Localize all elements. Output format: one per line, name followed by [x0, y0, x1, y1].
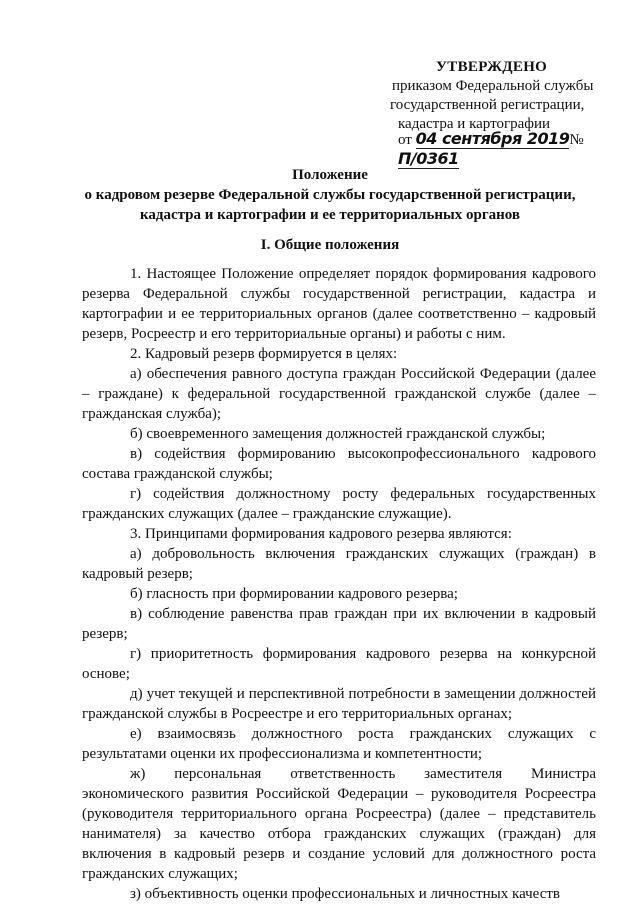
paragraph: ж) персональная ответственность заместителя Министра экономического развития Российской Федерации – руководителя Росреестра (руководителя территориального органа Росреестра) (далее – представитель нанимателя) за качество отбора гражданских служащих (граждан) для включения в кадровый резерв и создание условий для должностного роста гражданских служащих; — [82, 766, 596, 882]
paragraph: д) учет текущей и перспективной потребности в замещении должностей гражданской службы в Росреестре и его территориальных органах; — [82, 686, 596, 722]
handwritten-date: 04 сентября 2019 — [415, 129, 570, 148]
document-title-line-2: о кадровом резерве Федеральной службы государственной регистрации, — [84, 187, 576, 203]
paragraph: е) взаимосвязь должностного роста гражданских служащих с результатами оценки их профессионализма и компетентности; — [82, 726, 596, 762]
paragraph: в) соблюдение равенства прав граждан при их включении в кадровый резерв; — [82, 606, 596, 642]
date-prefix: от — [398, 132, 412, 148]
approval-line-2: государственной регистрации, — [390, 97, 585, 113]
approval-stamp — [386, 58, 626, 134]
approval-title: УТВЕРЖДЕНО — [436, 59, 548, 75]
document-title — [60, 165, 600, 225]
section-title: I. Общие положения — [260, 237, 400, 253]
number-prefix: № — [569, 132, 584, 148]
paragraph: г) содействия должностному росту федеральных государственных гражданских служащих (далее – гражданские служащие). — [82, 486, 596, 522]
paragraph: а) обеспечения равного доступа граждан Российской Федерации (далее – граждане) к федеральной государственной гражданской службе (далее – гражданская служба); — [82, 366, 596, 422]
approval-line-1: приказом Федеральной службы — [392, 78, 594, 94]
approval-date-line — [398, 129, 640, 169]
paragraph: 2. Кадровый резерв формируется в целях: — [130, 346, 398, 362]
document-title-line-3: кадастра и картографии и ее территориальных органов — [139, 207, 521, 223]
approval-line-3: кадастра и картографии — [398, 116, 551, 132]
paragraph: б) своевременного замещения должностей гражданской службы; — [130, 426, 546, 442]
paragraph: 1. Настоящее Положение определяет порядок формирования кадрового резерва Федеральной службы государственной регистрации, кадастра и картографии и ее территориальных органов (далее соответственно – кадровый резерв, Росреестр и его территориальные органы) и работы с ним. — [82, 266, 596, 342]
paragraph: 3. Принципами формирования кадрового резерва являются: — [130, 526, 512, 542]
document-body — [82, 264, 596, 904]
paragraph: б) гласность при формировании кадрового резерва; — [130, 586, 458, 602]
document-title-line-1: Положение — [292, 167, 368, 183]
handwritten-number: П/0361 — [398, 149, 459, 168]
paragraph: а) добровольность включения гражданских служащих (граждан) в кадровый резерв; — [82, 546, 596, 582]
paragraph: в) содействия формированию высокопрофессионального кадрового состава гражданской службы; — [82, 446, 596, 482]
paragraph: з) объективность оценки профессиональных и личностных качеств — [130, 886, 560, 902]
paragraph: г) приоритетность формирования кадрового резерва на конкурсной основе; — [82, 646, 596, 682]
